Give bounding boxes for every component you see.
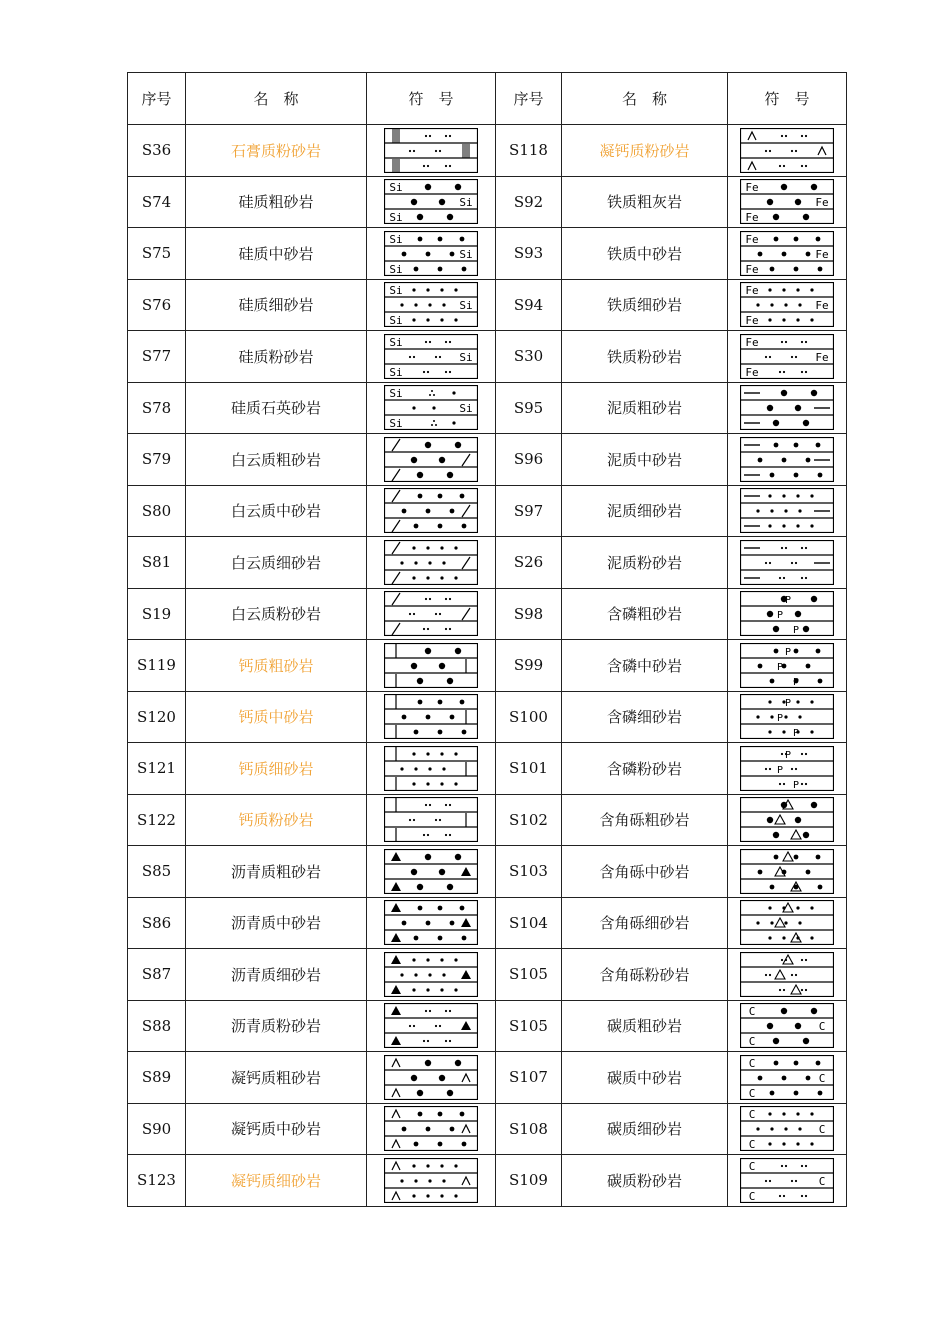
- svg-text:P: P: [776, 713, 784, 725]
- name-cell: 钙质中砂岩: [186, 691, 367, 743]
- svg-text:C: C: [818, 1071, 826, 1085]
- lithology-symbol: [740, 643, 834, 688]
- table-row: [128, 125, 847, 177]
- table-row: [128, 485, 847, 537]
- symbol-cell: [367, 794, 496, 846]
- name-cell: 泥质粗砂岩: [562, 382, 728, 434]
- svg-text:P: P: [784, 646, 792, 658]
- code-cell: S19: [128, 588, 186, 640]
- header-symbol: 符 号: [367, 73, 496, 125]
- symbol-cell: [728, 434, 847, 486]
- svg-text:C: C: [818, 1123, 826, 1137]
- symbol-cell: [728, 1103, 847, 1155]
- name-cell: 凝钙质粗砂岩: [186, 1052, 367, 1104]
- symbol-cell: [367, 640, 496, 692]
- symbol-cell: [728, 537, 847, 589]
- table-row: [128, 228, 847, 280]
- svg-text:Si: Si: [389, 181, 403, 195]
- symbol-cell: [367, 125, 496, 177]
- svg-text:Fe: Fe: [745, 335, 759, 349]
- name-cell: 钙质细砂岩: [186, 743, 367, 795]
- svg-text:C: C: [748, 1056, 756, 1070]
- lithology-symbol: [384, 900, 478, 945]
- table-row: [128, 846, 847, 898]
- svg-text:Fe: Fe: [745, 262, 759, 276]
- lithology-symbol: [740, 1055, 834, 1100]
- header-symbol-2: 符 号: [728, 73, 847, 125]
- code-cell: S107: [496, 1052, 562, 1104]
- table-row: [128, 794, 847, 846]
- svg-text:Si: Si: [389, 387, 403, 401]
- code-cell: S77: [128, 331, 186, 383]
- lithology-symbol: [384, 1055, 478, 1100]
- table-row: [128, 1103, 847, 1155]
- name-cell: 铁质细砂岩: [562, 279, 728, 331]
- symbol-cell: [367, 279, 496, 331]
- table-row: [128, 1155, 847, 1207]
- lithology-symbol: [384, 1106, 478, 1151]
- code-cell: S78: [128, 382, 186, 434]
- lithology-symbol: [740, 437, 834, 482]
- name-cell: 钙质粉砂岩: [186, 794, 367, 846]
- lithology-symbol: [384, 694, 478, 739]
- svg-text:Fe: Fe: [745, 232, 759, 246]
- symbol-cell: [728, 691, 847, 743]
- symbol-cell: [728, 1155, 847, 1207]
- name-cell: 泥质粉砂岩: [562, 537, 728, 589]
- svg-text:Fe: Fe: [745, 284, 759, 298]
- name-cell: 白云质细砂岩: [186, 537, 367, 589]
- code-cell: S94: [496, 279, 562, 331]
- name-cell: 碳质中砂岩: [562, 1052, 728, 1104]
- symbol-cell: [728, 794, 847, 846]
- code-cell: S85: [128, 846, 186, 898]
- code-cell: S99: [496, 640, 562, 692]
- code-cell: S80: [128, 485, 186, 537]
- code-cell: S108: [496, 1103, 562, 1155]
- symbol-cell: [728, 485, 847, 537]
- code-cell: S119: [128, 640, 186, 692]
- symbol-cell: [728, 846, 847, 898]
- lithology-symbol: [740, 1003, 834, 1048]
- svg-text:C: C: [748, 1189, 756, 1203]
- code-cell: S123: [128, 1155, 186, 1207]
- header-name: 名 称: [186, 73, 367, 125]
- table-row: [128, 434, 847, 486]
- lithology-symbol: [740, 900, 834, 945]
- name-cell: 含磷中砂岩: [562, 640, 728, 692]
- table-row: [128, 588, 847, 640]
- name-cell: 硅质石英砂岩: [186, 382, 367, 434]
- code-cell: S95: [496, 382, 562, 434]
- lithology-symbol: [740, 282, 834, 327]
- code-cell: S98: [496, 588, 562, 640]
- name-cell: 硅质粗砂岩: [186, 176, 367, 228]
- name-cell: 沥青质粗砂岩: [186, 846, 367, 898]
- code-cell: S97: [496, 485, 562, 537]
- svg-text:Si: Si: [459, 247, 473, 261]
- lithology-symbol: [740, 591, 834, 636]
- svg-text:C: C: [748, 1035, 756, 1049]
- symbol-cell: [728, 228, 847, 280]
- lithology-symbol: [384, 488, 478, 533]
- svg-text:Si: Si: [389, 365, 403, 379]
- lithology-symbol: [740, 849, 834, 894]
- name-cell: 沥青质中砂岩: [186, 897, 367, 949]
- svg-text:P: P: [792, 779, 800, 791]
- lithology-symbol: [740, 1158, 834, 1203]
- lithology-symbol: [384, 797, 478, 842]
- svg-text:P: P: [784, 749, 792, 761]
- name-cell: 含磷粉砂岩: [562, 743, 728, 795]
- name-cell: 凝钙质中砂岩: [186, 1103, 367, 1155]
- code-cell: S26: [496, 537, 562, 589]
- name-cell: 硅质中砂岩: [186, 228, 367, 280]
- name-cell: 沥青质细砂岩: [186, 949, 367, 1001]
- svg-text:Si: Si: [459, 350, 473, 364]
- symbol-cell: [728, 382, 847, 434]
- table-row: [128, 382, 847, 434]
- symbol-cell: [728, 640, 847, 692]
- code-cell: S105: [496, 1000, 562, 1052]
- svg-text:Si: Si: [389, 335, 403, 349]
- name-cell: 泥质中砂岩: [562, 434, 728, 486]
- lithology-symbol: [384, 231, 478, 276]
- table-row: [128, 331, 847, 383]
- lithology-symbol: [384, 643, 478, 688]
- lithology-symbol: [384, 1003, 478, 1048]
- code-cell: S93: [496, 228, 562, 280]
- code-cell: S100: [496, 691, 562, 743]
- symbol-cell: [728, 743, 847, 795]
- svg-text:Si: Si: [389, 417, 403, 431]
- svg-text:Si: Si: [459, 196, 473, 210]
- lithology-symbol: [384, 128, 478, 173]
- name-cell: 碳质粗砂岩: [562, 1000, 728, 1052]
- svg-text:Fe: Fe: [745, 314, 759, 328]
- table-row: [128, 176, 847, 228]
- name-cell: 含磷粗砂岩: [562, 588, 728, 640]
- symbol-cell: [367, 949, 496, 1001]
- name-cell: 白云质中砂岩: [186, 485, 367, 537]
- symbol-cell: [367, 382, 496, 434]
- code-cell: S86: [128, 897, 186, 949]
- symbol-cell: [367, 1052, 496, 1104]
- name-cell: 铁质粉砂岩: [562, 331, 728, 383]
- code-cell: S101: [496, 743, 562, 795]
- code-cell: S36: [128, 125, 186, 177]
- svg-text:P: P: [776, 764, 784, 776]
- code-cell: S103: [496, 846, 562, 898]
- symbol-cell: [367, 228, 496, 280]
- name-cell: 碳质粉砂岩: [562, 1155, 728, 1207]
- table-row: [128, 537, 847, 589]
- code-cell: S88: [128, 1000, 186, 1052]
- symbol-cell: [367, 485, 496, 537]
- svg-text:Si: Si: [389, 232, 403, 246]
- lithology-symbol: [384, 1158, 478, 1203]
- code-cell: S102: [496, 794, 562, 846]
- name-cell: 石膏质粉砂岩: [186, 125, 367, 177]
- lithology-symbol: [384, 591, 478, 636]
- lithology-symbol: [740, 1106, 834, 1151]
- svg-text:P: P: [784, 698, 792, 710]
- svg-text:Si: Si: [389, 211, 403, 225]
- symbol-cell: [367, 434, 496, 486]
- name-cell: 含磷细砂岩: [562, 691, 728, 743]
- lithology-symbol: [384, 334, 478, 379]
- code-cell: S105: [496, 949, 562, 1001]
- svg-text:P: P: [792, 625, 800, 637]
- name-cell: 凝钙质粉砂岩: [562, 125, 728, 177]
- legend-body: [128, 125, 847, 1207]
- code-cell: S79: [128, 434, 186, 486]
- svg-text:Fe: Fe: [745, 365, 759, 379]
- code-cell: S89: [128, 1052, 186, 1104]
- table-row: [128, 1052, 847, 1104]
- symbol-cell: [728, 949, 847, 1001]
- table-row: [128, 1000, 847, 1052]
- code-cell: S120: [128, 691, 186, 743]
- lithology-symbol: [740, 952, 834, 997]
- name-cell: 含角砾粗砂岩: [562, 794, 728, 846]
- svg-text:C: C: [748, 1159, 756, 1173]
- name-cell: 硅质粉砂岩: [186, 331, 367, 383]
- lithology-symbol: [740, 746, 834, 791]
- symbol-cell: [728, 588, 847, 640]
- header-name-2: 名 称: [562, 73, 728, 125]
- code-cell: S74: [128, 176, 186, 228]
- code-cell: S92: [496, 176, 562, 228]
- code-cell: S76: [128, 279, 186, 331]
- symbol-cell: [728, 125, 847, 177]
- code-cell: S30: [496, 331, 562, 383]
- code-cell: S87: [128, 949, 186, 1001]
- svg-text:Si: Si: [389, 262, 403, 276]
- svg-text:Si: Si: [459, 299, 473, 313]
- name-cell: 白云质粗砂岩: [186, 434, 367, 486]
- lithology-symbol: [384, 282, 478, 327]
- symbol-cell: [367, 1000, 496, 1052]
- name-cell: 铁质粗灰岩: [562, 176, 728, 228]
- table-row: [128, 279, 847, 331]
- name-cell: 沥青质粉砂岩: [186, 1000, 367, 1052]
- symbol-cell: [367, 176, 496, 228]
- header-code: 序号: [128, 73, 186, 125]
- name-cell: 含角砾细砂岩: [562, 897, 728, 949]
- symbol-cell: [367, 1155, 496, 1207]
- code-cell: S104: [496, 897, 562, 949]
- lithology-symbol: [740, 334, 834, 379]
- symbol-cell: [367, 846, 496, 898]
- code-cell: S75: [128, 228, 186, 280]
- svg-text:Fe: Fe: [815, 196, 829, 210]
- symbol-cell: [728, 279, 847, 331]
- lithology-symbol: [740, 540, 834, 585]
- lithology-symbol: [740, 797, 834, 842]
- table-row: [128, 691, 847, 743]
- symbol-cell: [367, 588, 496, 640]
- code-cell: S122: [128, 794, 186, 846]
- lithology-symbol: [740, 128, 834, 173]
- svg-text:Si: Si: [389, 284, 403, 298]
- lithology-symbol: [384, 746, 478, 791]
- table-row: [128, 640, 847, 692]
- name-cell: 铁质中砂岩: [562, 228, 728, 280]
- code-cell: S96: [496, 434, 562, 486]
- svg-text:Si: Si: [459, 402, 473, 416]
- svg-text:C: C: [748, 1005, 756, 1019]
- svg-text:Fe: Fe: [815, 350, 829, 364]
- table-row: [128, 949, 847, 1001]
- svg-text:P: P: [776, 610, 784, 622]
- svg-text:C: C: [818, 1020, 826, 1034]
- name-cell: 凝钙质细砂岩: [186, 1155, 367, 1207]
- symbol-cell: [728, 897, 847, 949]
- svg-text:P: P: [792, 728, 800, 740]
- code-cell: S121: [128, 743, 186, 795]
- name-cell: 含角砾粉砂岩: [562, 949, 728, 1001]
- svg-text:P: P: [784, 595, 792, 607]
- svg-text:C: C: [748, 1138, 756, 1152]
- svg-text:C: C: [748, 1086, 756, 1100]
- symbol-cell: [367, 1103, 496, 1155]
- lithology-symbol: [384, 849, 478, 894]
- lithology-symbol: [384, 952, 478, 997]
- svg-text:C: C: [818, 1174, 826, 1188]
- table-row: [128, 897, 847, 949]
- code-cell: S118: [496, 125, 562, 177]
- header-code-2: 序号: [496, 73, 562, 125]
- code-cell: S81: [128, 537, 186, 589]
- symbol-cell: [728, 1000, 847, 1052]
- lithology-symbol: [740, 694, 834, 739]
- symbol-cell: [367, 331, 496, 383]
- table-row: [128, 743, 847, 795]
- symbol-cell: [728, 331, 847, 383]
- svg-text:Si: Si: [389, 314, 403, 328]
- name-cell: 碳质细砂岩: [562, 1103, 728, 1155]
- name-cell: 钙质粗砂岩: [186, 640, 367, 692]
- symbol-cell: [367, 743, 496, 795]
- lithology-symbol: [384, 179, 478, 224]
- symbol-cell: [367, 691, 496, 743]
- lithology-symbol: [740, 231, 834, 276]
- svg-text:Fe: Fe: [815, 299, 829, 313]
- symbol-cell: [367, 897, 496, 949]
- lithology-symbol: [740, 385, 834, 430]
- name-cell: 泥质细砂岩: [562, 485, 728, 537]
- name-cell: 白云质粉砂岩: [186, 588, 367, 640]
- lithology-symbol: [384, 385, 478, 430]
- svg-text:Fe: Fe: [745, 211, 759, 225]
- svg-text:P: P: [776, 661, 784, 673]
- svg-text:Fe: Fe: [745, 181, 759, 195]
- code-cell: S109: [496, 1155, 562, 1207]
- lithology-symbol: [384, 437, 478, 482]
- code-cell: S90: [128, 1103, 186, 1155]
- symbol-cell: [728, 1052, 847, 1104]
- lithology-symbol: [740, 179, 834, 224]
- symbol-cell: [367, 537, 496, 589]
- symbol-cell: [728, 176, 847, 228]
- lithology-symbol: [384, 540, 478, 585]
- svg-text:P: P: [792, 676, 800, 688]
- lithology-symbol: [740, 488, 834, 533]
- name-cell: 硅质细砂岩: [186, 279, 367, 331]
- header-row: [128, 73, 847, 125]
- svg-text:C: C: [748, 1108, 756, 1122]
- lithology-legend-table: [127, 72, 847, 1207]
- svg-text:Fe: Fe: [815, 247, 829, 261]
- name-cell: 含角砾中砂岩: [562, 846, 728, 898]
